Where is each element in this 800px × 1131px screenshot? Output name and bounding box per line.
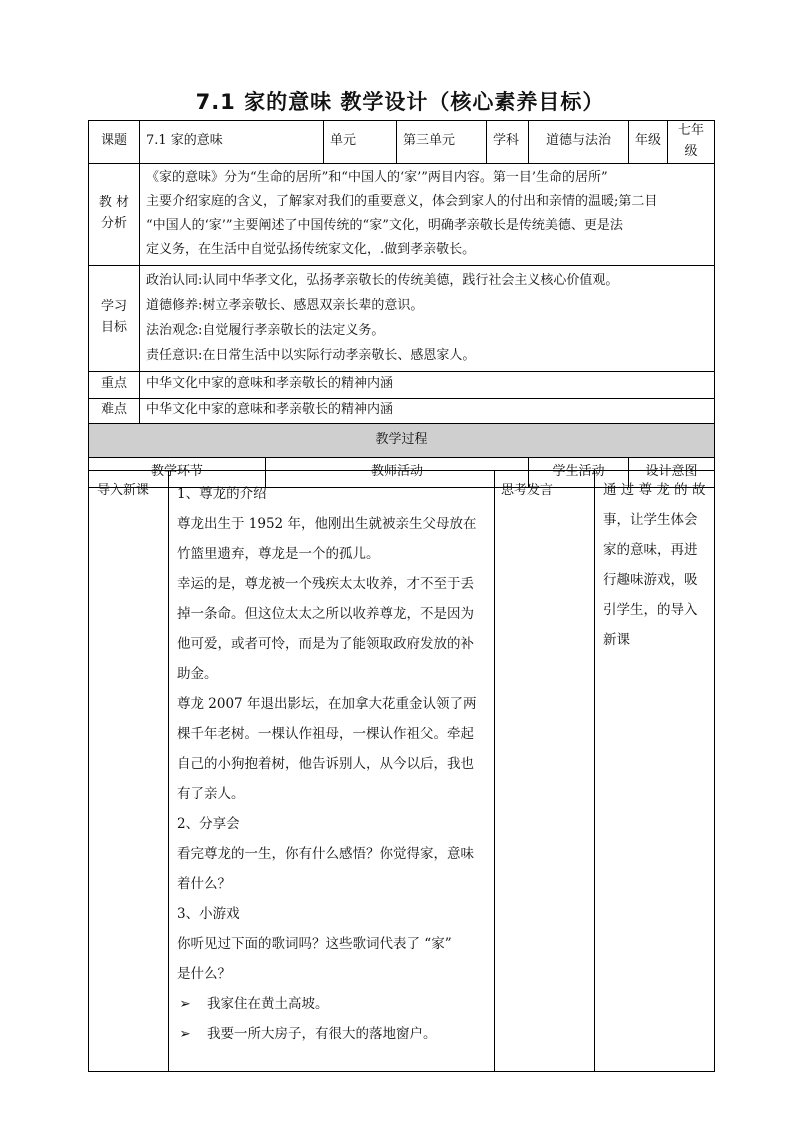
unit-label: 单元 [324, 121, 397, 164]
key-point-value: 中华文化中家的意味和孝亲敬长的精神内涵 [140, 371, 715, 398]
teacher-line: 1、尊龙的介绍 [177, 486, 267, 502]
column-stage: 教学环节 [89, 457, 266, 487]
lyric-text: 我要一所大房子，有很大的落地窗户。 [207, 1026, 437, 1042]
lyric-bullet [177, 1019, 486, 1049]
goal-line: 责任意识:在日常生活中以实际行动孝亲敬长、感恩家人。 [146, 348, 476, 364]
teacher-line: 你听见过下面的歌词吗？这些歌词代表了 “家” [177, 936, 452, 952]
teacher-line: 尊龙出生于 1952 年，他刚出生就被亲生父母放在 [177, 516, 477, 532]
intent-line: 引学生，的导入 [603, 602, 698, 618]
teacher-line: 有了亲人。 [177, 786, 245, 802]
teacher-line: 3、小游戏 [177, 906, 240, 922]
difficulty-label: 难点 [89, 398, 140, 423]
intent-line: 行趣味游戏，吸 [603, 572, 698, 588]
teacher-line: 是什么？ [177, 966, 231, 982]
subject-value: 道德与法治 [529, 121, 629, 164]
difficulty-row [89, 398, 715, 423]
intent-line: 家的意味，再进 [603, 542, 698, 558]
column-student: 学生活动 [529, 457, 629, 487]
teacher-line: 幸运的是，尊龙被一个残疾太太收养，才不至于丢 [177, 576, 474, 592]
student-activity: 思考发言 [495, 471, 595, 1072]
intent-line: 新课 [603, 632, 630, 648]
teacher-line: 着什么？ [177, 876, 231, 892]
goal-line: 道德修养:树立孝亲敬长、感恩双亲长辈的意识。 [146, 298, 424, 314]
meta-row [89, 121, 715, 164]
goals-label: 学习 目标 [89, 265, 140, 371]
goals-row [89, 265, 715, 371]
teacher-line: 看完尊龙的一生，你有什么感悟？你觉得家，意味 [177, 846, 474, 862]
unit-value: 第三单元 [397, 121, 487, 164]
analysis-line: 主要介绍家庭的含义，了解家对我们的重要意义，体会到家人的付出和亲情的温暖;第二目 [146, 194, 658, 210]
teacher-line: 助金。 [177, 666, 218, 682]
analysis-line: 《家的意味》分为“生命的居所”和“中国人的‘家’”两目内容。第一目’生命的居所” [146, 170, 608, 186]
process-body-row [89, 471, 715, 1072]
difficulty-value: 中华文化中家的意味和孝亲敬长的精神内涵 [140, 398, 715, 423]
teacher-line: 竹篮里遗弃，尊龙是一个的孤儿。 [177, 546, 380, 562]
teacher-line: 棵千年老树。一棵认作祖母，一棵认作祖父。牵起 [177, 726, 474, 742]
lesson-plan-table [88, 120, 715, 488]
key-point-label: 重点 [89, 371, 140, 398]
design-intent [595, 471, 715, 1072]
arrow-bullet-icon: ➢ [179, 1026, 191, 1042]
grade-label: 年级 [629, 121, 668, 164]
teacher-line: 尊龙 2007 年退出影坛，在加拿大花重金认领了两 [177, 696, 477, 712]
lyric-bullet [177, 989, 486, 1019]
teacher-activity [169, 471, 495, 1072]
analysis-line: 定义务，在生活中自觉弘扬传统家文化，.做到孝亲敬长。 [146, 242, 476, 258]
intent-line: 事，让学生体会 [603, 512, 698, 528]
topic-label: 课题 [89, 121, 140, 164]
process-header-row [89, 423, 715, 457]
arrow-bullet-icon: ➢ [179, 996, 191, 1012]
teacher-line: 自己的小狗抱着树，他告诉别人，从今以后，我也 [177, 756, 474, 772]
grade-value: 七年级 [668, 121, 715, 164]
document-title: 7.1 家的意味 教学设计（核心素养目标） [195, 90, 605, 114]
goal-line: 政治认同:认同中华孝文化，弘扬孝亲敬长的传统美德，践行社会主义核心价值观。 [146, 273, 619, 289]
topic-value: 7.1 家的意味 [140, 121, 324, 164]
process-header: 教学过程 [89, 423, 715, 457]
process-body-table [88, 470, 715, 1072]
column-teacher: 教师活动 [266, 457, 529, 487]
teacher-line: 掉一条命。但这位太太之所以收养尊龙，不是因为 [177, 606, 474, 622]
subject-label: 学科 [487, 121, 529, 164]
analysis-content [140, 163, 715, 265]
analysis-row [89, 163, 715, 265]
analysis-label: 教 材 分析 [89, 163, 140, 265]
column-intent: 设计意图 [629, 457, 715, 487]
goal-line: 法治观念:自觉履行孝亲敬长的法定义务。 [146, 323, 385, 339]
teacher-line: 他可爱，或者可怜，而是为了能领取政府发放的补 [177, 636, 474, 652]
intent-line: 通 过 尊 龙 的 故 [603, 482, 706, 498]
lyric-text: 我家住在黄土高坡。 [207, 996, 329, 1012]
teacher-line: 2、分享会 [177, 816, 240, 832]
analysis-line: “中国人的‘家’”主要阐述了中国传统的“家”文化，明确孝亲敬长是传统美德、更是法 [146, 218, 623, 234]
goals-content [140, 265, 715, 371]
key-point-row [89, 371, 715, 398]
stage-cell: 导入新课 [89, 471, 169, 1072]
